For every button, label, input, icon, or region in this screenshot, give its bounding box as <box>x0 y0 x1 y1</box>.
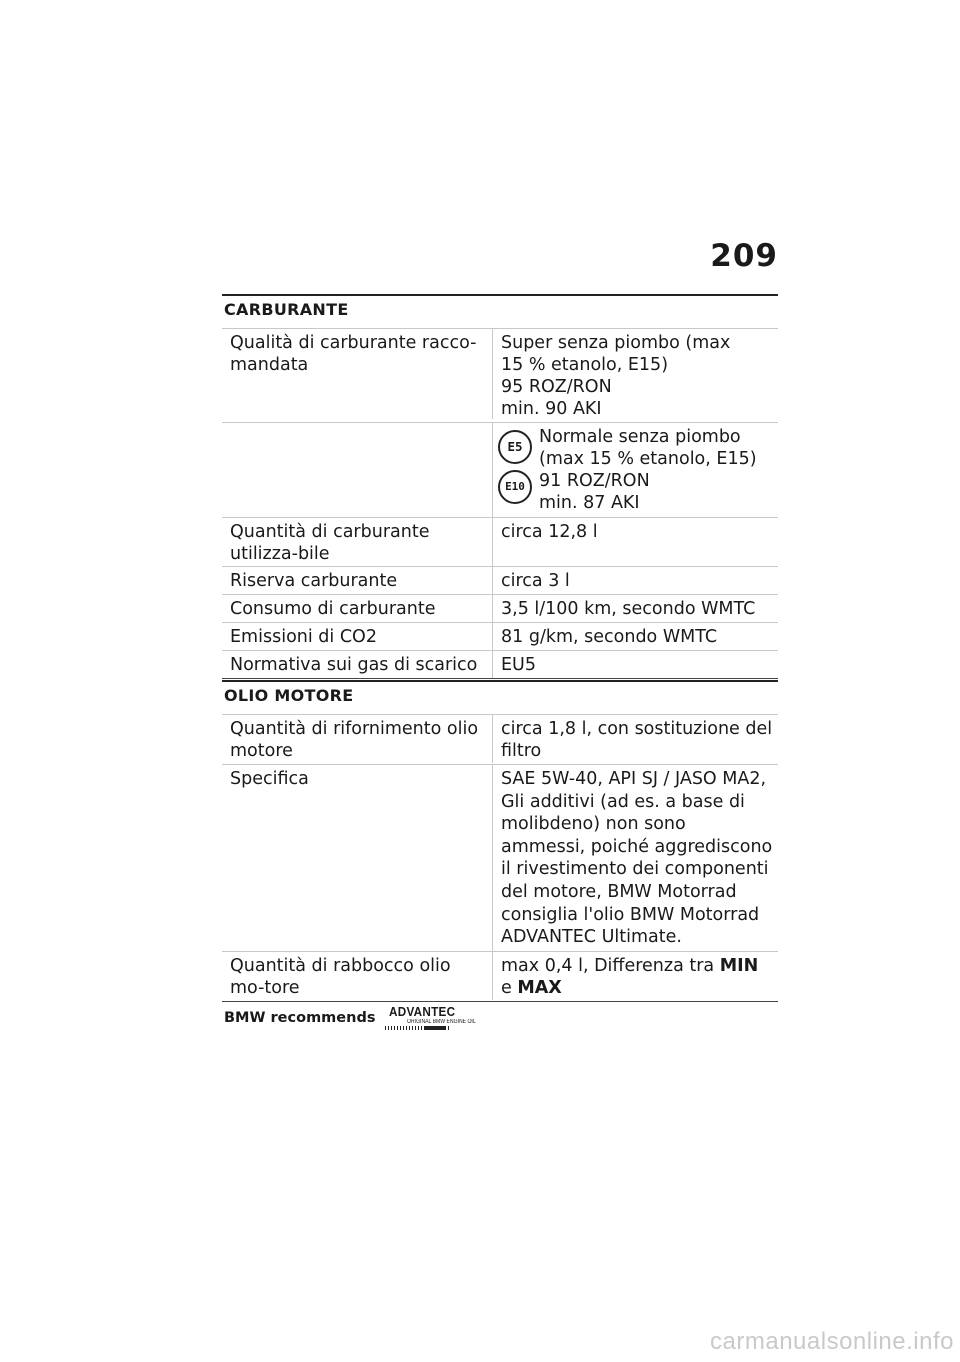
row-value: circa 12,8 l <box>501 522 598 542</box>
value-line: 15 % etanolo, E15) <box>501 355 669 375</box>
e5-fuel-icon: E5 <box>498 430 532 464</box>
row-label: Normativa sui gas di scarico <box>222 651 493 678</box>
advantec-logo <box>385 1004 485 1032</box>
fuel-table <box>222 328 778 679</box>
oil-table <box>222 714 778 1002</box>
table-row <box>222 765 778 952</box>
watermark: carmanualsonline.info <box>710 1328 954 1355</box>
value-line: min. 90 AKI <box>501 399 602 419</box>
row-value: SAE 5W-40, API SJ / JASO MA2, Gli additivi (ad es. a base di molibdeno) non sono ammessi, poiché aggrediscono il rivestimento dei componenti del motore, BMW Motorrad consiglia l'olio BMW Motorrad ADVANTEC Ultimate. <box>501 769 773 948</box>
oil-section-title: OLIO MOTORE <box>224 686 354 705</box>
table-row <box>222 595 778 623</box>
footer <box>224 1004 485 1032</box>
table-row <box>222 567 778 595</box>
logo-subtitle: ORIGINAL BMW ENGINE OIL <box>407 1019 477 1025</box>
value-line: Normale senza piombo <box>539 427 741 447</box>
min-keyword: MIN <box>719 955 759 976</box>
table-row <box>222 328 778 423</box>
logo-bars <box>425 1026 445 1030</box>
row-value: 81 g/km, secondo WMTC <box>501 627 718 647</box>
table-row <box>222 651 778 679</box>
row-value: circa 3 l <box>501 571 570 591</box>
value-line: 91 ROZ/RON <box>539 471 650 491</box>
row-label: Riserva carburante <box>222 567 493 594</box>
row-label: Specifica <box>222 765 493 951</box>
e10-fuel-icon: E10 <box>498 470 532 504</box>
row-label: Consumo di carburante <box>222 595 493 622</box>
row-label: Quantità di rabbocco olio mo-tore <box>222 952 493 1000</box>
row-value: 3,5 l/100 km, secondo WMTC <box>501 599 756 619</box>
value-line: (max 15 % etanolo, E15) <box>539 449 757 469</box>
value-line: 95 ROZ/RON <box>501 377 612 397</box>
section-divider <box>222 294 778 296</box>
value-line: min. 87 AKI <box>539 493 640 513</box>
table-row <box>222 423 778 518</box>
row-value <box>493 329 778 422</box>
page-number: 209 <box>710 238 778 274</box>
table-row <box>222 518 778 567</box>
row-value <box>493 952 778 1001</box>
row-label: Quantità di carburante utilizza-bile <box>222 518 493 566</box>
row-value <box>493 423 778 517</box>
row-label: Emissioni di CO2 <box>222 623 493 650</box>
fuel-section-title: CARBURANTE <box>224 300 349 319</box>
row-value: EU5 <box>501 655 536 675</box>
row-label: Qualità di carburante racco-mandata <box>222 329 493 419</box>
max-keyword: MAX <box>517 977 562 998</box>
row-label: Quantità di rifornimento olio motore <box>222 715 493 763</box>
table-row <box>222 952 778 1002</box>
table-row <box>222 714 778 765</box>
logo-title: ADVANTEC <box>389 1004 456 1019</box>
table-row <box>222 623 778 651</box>
section-divider <box>222 680 778 682</box>
footer-text: BMW recommends <box>224 1010 376 1026</box>
row-value: circa 1,8 l, con sostituzione del filtro <box>501 719 773 761</box>
value-text: max 0,4 l, Differenza tra <box>501 955 720 976</box>
row-label <box>222 423 493 517</box>
value-text: e <box>501 977 518 998</box>
value-line: Super senza piombo (max <box>501 333 731 353</box>
